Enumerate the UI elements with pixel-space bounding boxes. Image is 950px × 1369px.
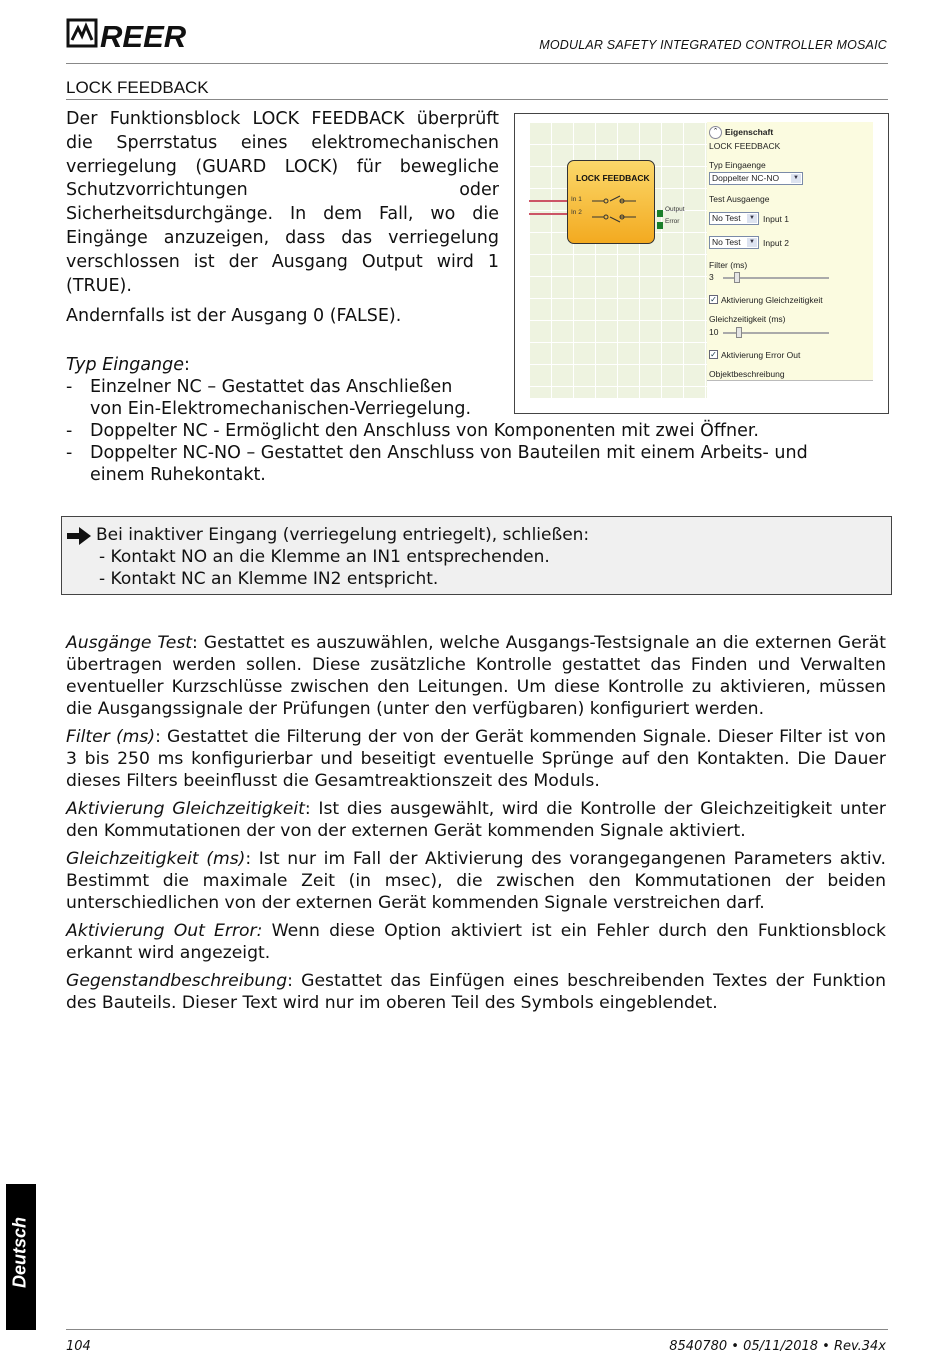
test2-select[interactable] xyxy=(709,236,759,249)
arrow-right-icon xyxy=(66,526,92,546)
param-paragraph xyxy=(66,970,886,1014)
list-item-text: Doppelter NC - Ermöglicht den Anschluss von Komponenten mit zwei Öffner. xyxy=(90,421,759,441)
param-term: Aktivierung Out Error: xyxy=(66,921,263,941)
list-dash: - xyxy=(66,443,73,463)
note-line: - Kontakt NC an Klemme IN2 entspricht. xyxy=(99,569,439,589)
typ-select-value: Doppelter NC-NO xyxy=(712,173,780,183)
pin-in2-label: In 2 xyxy=(571,209,582,216)
wire-in2 xyxy=(529,213,569,215)
typ-select[interactable] xyxy=(709,172,803,185)
header-divider xyxy=(66,63,888,64)
filter-label: Filter (ms) xyxy=(709,260,748,270)
param-paragraph xyxy=(66,848,886,914)
param-term: Gleichzeitigkeit (ms) xyxy=(66,849,246,869)
param-term: Ausgänge Test xyxy=(66,633,193,653)
list-item-text: einem Ruhekontakt. xyxy=(90,465,266,485)
param-paragraph xyxy=(66,920,886,964)
param-paragraph xyxy=(66,632,886,720)
intro-paragraph-false: Andernfalls ist der Ausgang 0 (FALSE). xyxy=(66,306,402,327)
gleich-value: 10 xyxy=(709,327,719,337)
pin-in1-label: In 1 xyxy=(571,196,582,203)
test1-select-value: No Test xyxy=(712,213,741,223)
gleich-checkbox[interactable]: ✓ xyxy=(710,295,717,304)
function-block[interactable] xyxy=(567,160,655,244)
desc-label: Objektbeschreibung xyxy=(709,369,785,379)
param-text: : Ist nur im Fall der Aktivierung des vorangegangenen Parameters aktiv. Bestimmt die maximale Zeit (in msec), die zwischen den Kommutationen der beiden unterschiedlichen von der externen Gerät kommenden Signale verstreichen darf. xyxy=(66,849,887,913)
test1-label: Input 1 xyxy=(763,214,789,224)
svg-text:REER: REER xyxy=(100,19,187,52)
note-line: - Kontakt NO an die Klemme an IN1 entsprechenden. xyxy=(99,547,550,567)
test2-select-value: No Test xyxy=(712,237,741,247)
filter-value: 3 xyxy=(709,272,714,282)
test-label: Test Ausgaenge xyxy=(709,194,770,204)
input-types xyxy=(66,354,896,486)
parameter-descriptions xyxy=(66,632,886,1020)
document-title: MODULAR SAFETY INTEGRATED CONTROLLER MOSAIC xyxy=(539,38,887,52)
reer-logo xyxy=(66,16,190,52)
gleich-label: Gleichzeitigkeit (ms) xyxy=(709,314,786,324)
props-name: LOCK FEEDBACK xyxy=(709,141,781,151)
typ-heading xyxy=(66,354,896,376)
gleich-check-label: Aktivierung Gleichzeitigkeit xyxy=(721,295,823,305)
list-item-text: von Ein-Elektromechanischen-Verriegelung. xyxy=(90,399,472,419)
language-tab xyxy=(6,1184,36,1330)
error-label: Error xyxy=(665,218,680,225)
param-term: Filter (ms) xyxy=(66,727,156,747)
contact-icon xyxy=(592,195,636,235)
footer-divider xyxy=(66,1329,888,1330)
param-text: : Gestattet es auszuwählen, welche Ausgangs-Testsignale an die externen Gerät übertragen werden sollen. Diese zusätzliche Kontrolle gestattet das Finden und Verwalten eventueller Kurzschlüsse zwischen den Leitungen. Um diese Kontrolle zu aktivieren, müssen die Ausgangssignale der Prüfungen (unter den verfügbaren) konfiguriert werden. xyxy=(66,633,886,719)
block-title: LOCK FEEDBACK xyxy=(576,173,650,183)
typ-heading-colon: : xyxy=(184,355,190,375)
param-text: : Gestattet das Einfügen eines beschreibenden Textes der Funktion des Bauteils. Dieser Text wird nur im oberen Teil des Symbols eingeblendet. xyxy=(66,971,886,1013)
chevron-down-icon: ▼ xyxy=(747,214,757,223)
test1-select[interactable] xyxy=(709,212,759,225)
section-divider xyxy=(66,99,888,100)
page-number: 104 xyxy=(66,1339,91,1354)
list-item-text: Doppelter NC-NO – Gestattet den Anschluss von Bauteilen mit einem Arbeits- und xyxy=(90,443,808,463)
param-text: : Ist dies ausgewählt, wird die Kontrolle der Gleichzeitigkeit unter den Kommutationen der von der externen Gerät kommenden Signale aktiviert. xyxy=(66,799,886,841)
props-header: Eigenschaft xyxy=(725,127,774,137)
test2-label: Input 2 xyxy=(763,238,789,248)
list-dash: - xyxy=(66,421,73,441)
error-pin[interactable] xyxy=(657,222,663,229)
collapse-icon[interactable]: ⌃ xyxy=(709,126,722,139)
wire-in1 xyxy=(529,200,569,202)
chevron-down-icon: ▼ xyxy=(791,174,801,183)
filter-slider-thumb[interactable] xyxy=(734,272,740,283)
typ-label: Typ Eingaenge xyxy=(709,160,766,170)
note-box xyxy=(61,516,892,595)
list-dash: - xyxy=(66,377,73,397)
param-term: Aktivierung Gleichzeitigkeit xyxy=(66,799,305,819)
param-paragraph xyxy=(66,726,886,792)
document-reference: 8540780 • 05/11/2018 • Rev.34x xyxy=(669,1339,886,1354)
list-item xyxy=(66,442,896,486)
list-item xyxy=(66,376,896,420)
chevron-down-icon: ▼ xyxy=(747,238,757,247)
section-title: LOCK FEEDBACK xyxy=(66,78,209,97)
gleich-slider-thumb[interactable] xyxy=(736,327,742,338)
param-text: : Gestattet die Filterung der von der Gerät kommenden Signale. Dieser Filter ist von 3 bis 250 ms konfigurierbar und beseitigt eventuelle Sprünge auf den Kontakten. Die Dauer dieses Filters beeinflusst die Gesamtreaktionszeit des Moduls. xyxy=(66,727,886,791)
list-item xyxy=(66,420,896,442)
error-out-checkbox[interactable]: ✓ xyxy=(710,350,717,359)
output-label: Output xyxy=(665,206,685,213)
list-item-text: Einzelner NC – Gestattet das Anschließen xyxy=(90,377,453,397)
intro-paragraph: Der Funktionsblock LOCK FEEDBACK überprüft die Sperrstatus eines elektromechanischen verriegelung (GUARD LOCK) für bewegliche Schutzvorrichtungen oder Sicherheitsdurchgänge. In dem Fall, wo die Eingänge anzuzeigen, dass das verriegelung verschlossen ist der Ausgang Output wird 1 (TRUE). xyxy=(66,109,499,296)
typ-heading-term: Typ Eingange xyxy=(66,355,185,375)
output-pin[interactable] xyxy=(657,210,663,217)
note-line: Bei inaktiver Eingang (verriegelung entriegelt), schließen: xyxy=(96,525,590,545)
intro-text xyxy=(66,108,499,329)
param-text: Wenn diese Option aktiviert ist ein Fehler durch den Funktionsblock erkannt wird angezeigt. xyxy=(66,921,886,963)
language-label: Deutsch xyxy=(9,1217,30,1289)
error-check-label: Aktivierung Error Out xyxy=(721,350,801,360)
param-paragraph xyxy=(66,798,886,842)
param-term: Gegenstandbeschreibung xyxy=(66,971,288,991)
